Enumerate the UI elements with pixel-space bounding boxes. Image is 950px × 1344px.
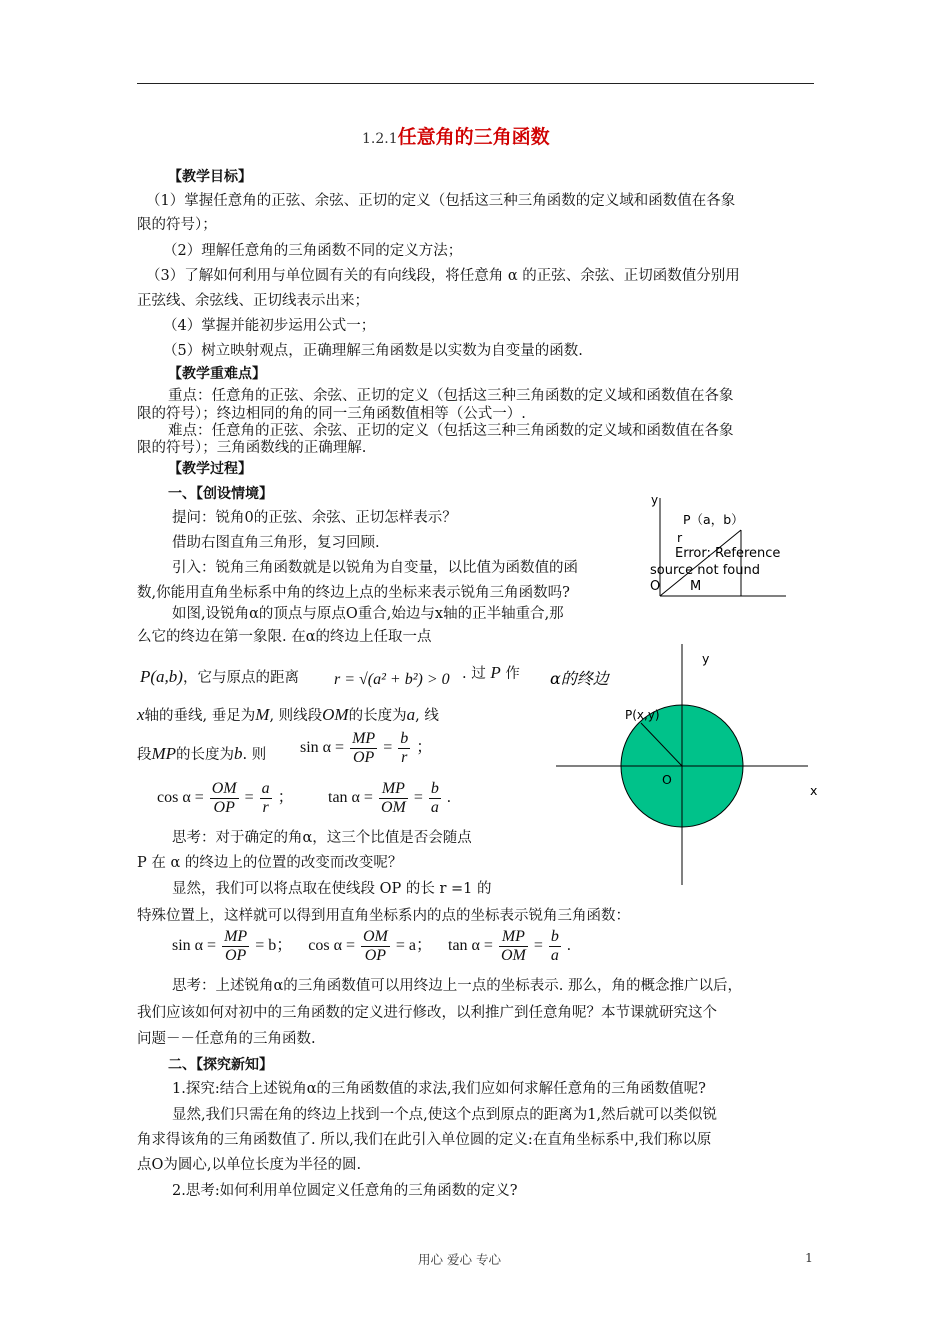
think-2b: 我们应该如何对初中的三角函数的定义进行修改，以利推广到任意角呢？本节课就研究这个 [137, 1005, 717, 1021]
num: b [550, 928, 559, 945]
cos-label: cos α = [157, 789, 204, 807]
process-heading: 【教学过程】 [168, 461, 252, 477]
goal-1a: （1）掌握任意角的正弦、余弦、正切的定义（包括这三种三角函数的定义域和函数值在各象 [146, 193, 736, 209]
tan-label: tan α = [328, 789, 373, 807]
section-2-heading [168, 1055, 273, 1075]
point-p: P(a,b) [140, 667, 183, 686]
goal-2: （2）理解任意角的三角函数不同的定义方法； [163, 243, 463, 259]
eq: = [244, 789, 254, 807]
fraction-mp-op [350, 730, 377, 767]
section-1-label: 一、【创设情境】 [168, 486, 273, 502]
page-title [362, 127, 550, 149]
para-3-tail [462, 663, 520, 684]
para-5 [137, 743, 266, 766]
think-2a: 思考：上述锐角α的三角函数值可以用终边上一点的坐标表示. 那么，角的概念推广以后， [172, 978, 743, 994]
x-var: x [137, 705, 145, 724]
den: OM [500, 947, 526, 964]
radius-formula: r = √(a² + b²) > 0 [334, 671, 450, 688]
para-3-guo: . 过 [462, 666, 486, 682]
eq: = [533, 937, 543, 955]
para-4-t4: , 线 [415, 708, 439, 724]
cos-formula-1 [157, 780, 294, 817]
fraction-om-op-2 [361, 928, 390, 965]
origin-label: O [662, 772, 672, 787]
section-number: 1.2.1 [362, 131, 398, 147]
den: r [262, 799, 269, 816]
den: OP [213, 799, 235, 816]
goals-heading: 【教学目标】 [168, 169, 252, 185]
num: a [261, 780, 270, 797]
para-5-t2: 的长度为 [176, 747, 235, 763]
keypoint-1b: 限的符号）；终边相同的角的同一三角函数值相等（公式一）. [137, 406, 526, 422]
keypoint-1a: 重点：任意角的正弦、余弦、正切的定义（包括这三种三角函数的定义域和函数值在各象 [168, 388, 734, 404]
fraction-b-r [398, 730, 410, 767]
den: OM [380, 799, 406, 816]
para-4 [137, 705, 439, 726]
fraction-mp-op-2 [222, 928, 249, 965]
num: b [400, 730, 409, 747]
fraction-b-a-2 [549, 928, 561, 965]
keypoint-2b: 限的符号）；三角函数线的正确理解. [137, 440, 367, 456]
tan-label-2: tan α = [448, 937, 493, 955]
b-var: b [234, 744, 243, 763]
semi: ； [416, 739, 433, 757]
semi: ； [277, 789, 294, 807]
y-label: y [651, 493, 659, 507]
den: OP [364, 947, 387, 964]
para-2: 么它的终边在第一象限. 在α的终边上任取一点 [137, 629, 432, 645]
den: a [550, 947, 559, 964]
den: OP [224, 947, 247, 964]
para-4-t3: 的长度为 [348, 708, 407, 724]
header-rule [137, 83, 814, 84]
section-2-label: 二、【探究新知】 [168, 1057, 273, 1073]
origin-label: O [650, 579, 661, 594]
cos-label-2: cos α = [308, 937, 355, 955]
semi: ； [415, 937, 432, 955]
p-label: P(x,y) [625, 708, 660, 722]
eq: = [413, 789, 423, 807]
fraction-mp-om-2 [499, 928, 528, 965]
sin-label-2: sin α = [172, 937, 217, 955]
fraction-a-r [260, 780, 272, 817]
eq: = [383, 739, 393, 757]
error-line-1: Error: Reference [675, 546, 781, 561]
explore-2c: 点O为圆心,以单位长度为半径的圆. [137, 1157, 362, 1173]
num: OM [211, 780, 237, 797]
eq-b: = b [255, 937, 277, 955]
den: r [401, 749, 408, 766]
semi: ； [276, 937, 293, 955]
error-line-2: source not found [650, 563, 760, 578]
explore-1: 1.探究:结合上述锐角α的三角函数值的求法,我们应如何求解任意角的三角函数值呢? [172, 1081, 706, 1097]
explore-3: 2.思考:如何利用单位圆定义任意角的三角函数的定义? [172, 1183, 518, 1199]
keypoints-heading: 【教学重难点】 [168, 366, 266, 382]
para-5-t1: 段 [137, 747, 152, 763]
goal-3a: （3）了解如何利用与单位圆有关的有向线段，将任意角 α 的正弦、余弦、正切函数值分别用 [146, 268, 740, 284]
explore-2a: 显然,我们只需在角的终边上找到一个点,使这个点到原点的距离为1,然后就可以类似锐 [172, 1107, 718, 1123]
fraction-om-op [210, 780, 239, 817]
num: MP [224, 928, 248, 945]
num: b [430, 780, 439, 797]
r-label: r [677, 530, 683, 545]
keypoint-2a: 难点：任意角的正弦、余弦、正切的定义（包括这三种三角函数的定义域和函数值在各象 [168, 423, 734, 439]
think-1b: P 在 α 的终边上的位置的改变而改变呢？ [137, 855, 403, 871]
intro-b: 数,你能用直角坐标系中角的终边上点的坐标来表示锐角三角函数吗? [137, 585, 570, 601]
dot: . [446, 789, 451, 807]
num: OM [362, 928, 388, 945]
dot: . [566, 937, 571, 955]
den: OP [352, 749, 375, 766]
explore-2b: 角求得该角的三角函数值了. 所以,我们在此引入单位圆的定义:在直角坐标系中,我们称以原 [137, 1132, 712, 1148]
goal-3b: 正弦线、余弦线、正切线表示出来； [137, 293, 369, 309]
para-3-zuo: 作 [505, 666, 520, 682]
terminal-side-label: α的终边 [550, 669, 609, 688]
footer-motto: 用心 爱心 专心 [418, 1252, 501, 1267]
num: MP [379, 780, 408, 799]
para-3-text: ，它与原点的距离 [182, 670, 299, 686]
para-4-t1: 轴的垂线, 垂足为 [144, 708, 256, 724]
obvious-a: 显然，我们可以将点取在使线段 OP 的长 r =1 的 [172, 881, 492, 897]
para-3 [140, 667, 299, 688]
om-var: OM [322, 705, 349, 724]
y-label: y [702, 651, 710, 666]
think-2c: 问题－－任意角的三角函数. [137, 1031, 316, 1047]
section-1-heading [168, 484, 273, 504]
den: a [430, 799, 439, 816]
goal-4: （4）掌握并能初步运用公式一； [163, 318, 376, 334]
p-label: P（a，b） [683, 512, 744, 527]
question-1: 提问：锐角0的正弦、余弦、正切怎样表示？ [172, 510, 457, 526]
goal-5: （5）树立映射观点，正确理解三角函数是以实数为自变量的函数. [163, 343, 583, 359]
m-var: M [255, 705, 270, 724]
intro-a: 引入：锐角三角函数就是以锐角为自变量，以比值为函数值的函 [172, 560, 578, 576]
fraction-b-a [429, 780, 441, 817]
fraction-mp-om [379, 780, 408, 817]
title-text: 任意角的三角函数 [397, 126, 550, 148]
sin-label: sin α = [300, 739, 345, 757]
mp-var: MP [151, 744, 177, 763]
triangle-figure [640, 490, 790, 602]
para-5-t3: . 则 [242, 747, 267, 763]
page-number: 1 [805, 1250, 813, 1265]
sin-formula-1 [300, 730, 432, 767]
num: MP [499, 928, 528, 947]
eq-a: = a [395, 937, 416, 955]
unit-circle-figure [548, 640, 828, 890]
para-3-p: P [490, 663, 501, 682]
obvious-b: 特殊位置上，这样就可以得到用直角坐标系内的点的坐标表示锐角三角函数： [137, 908, 630, 924]
m-label: M [690, 579, 702, 594]
goal-1b: 限的符号）； [137, 217, 217, 233]
question-2: 借助右图直角三角形，复习回顾. [172, 535, 380, 551]
a-var: a [406, 705, 416, 724]
num: MP [352, 730, 376, 747]
unit-formulas [172, 928, 571, 965]
x-label: x [810, 783, 818, 798]
tan-formula-1 [328, 780, 451, 817]
para-1: 如图,设锐角α的顶点与原点O重合,始边与x轴的正半轴重合,那 [172, 606, 564, 622]
think-1a: 思考：对于确定的角α，这三个比值是否会随点 [172, 830, 472, 846]
para-4-t2: , 则线段 [269, 708, 323, 724]
